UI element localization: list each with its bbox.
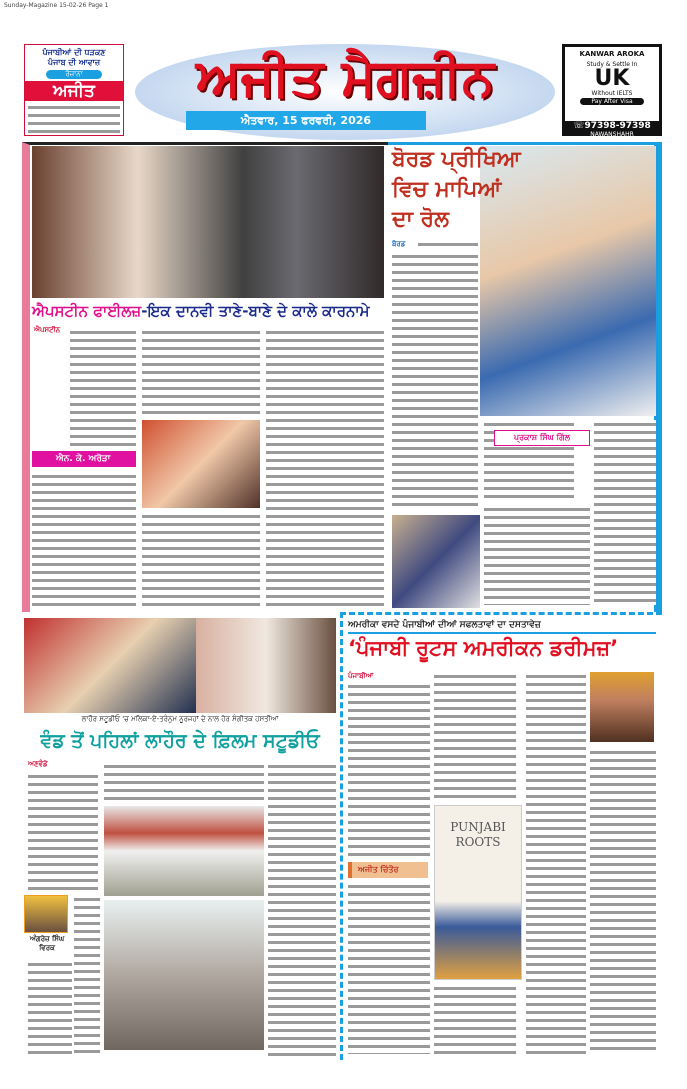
byline-gill: ਪ੍ਰਕਾਸ਼ ਸਿੰਘ ਗਿੱਲ [494,430,590,446]
ad-tag: Study & Settle In [586,61,638,68]
byline-chittaur: ਅਜੀਤ ਚਿੱਤੌਰ [348,862,428,878]
ad-cta: Pay After Visa [580,98,644,105]
story2-exam-photo [392,515,480,608]
story3-photo-building [104,806,264,896]
story3-lead: ਅਣਵੰਡੇ [28,760,48,768]
story1-inset-photo [142,420,260,508]
story3-caption: ਲਾਹੌਰ ਸਟੂਡੀਓ 'ਚ ਮਲਿਕਾ-ਏ-ਤਰੰਨੁਮ ਨੂਰਜਹਾਂ ਦੇ ਨਾਲ ਹੋਰ ਸੰਗੀਤਕ ਹਸਤੀਆਂ [81,715,279,723]
masthead-title: ਅਜੀਤ ਮੈਗਜ਼ੀਨ [195,48,495,108]
story3-photo-poster [24,618,196,713]
ad-brand: KANWAR AROKA [579,50,645,58]
ad-phone: ☏97398-97398 [573,121,651,131]
story2-lead: ਬੋਰਡ [392,240,406,248]
headline-line: ਬੋਰਡ ਪ੍ਰੀਖਿਆ [392,147,521,172]
ad-sub: Without IELTS [591,90,633,97]
story4-headline: ‘ਪੰਜਾਬੀ ਰੂਟਸ ਅਮਰੀਕਨ ਡਰੀਮਜ਼’ [348,636,619,660]
story1-headline [32,302,370,320]
headline-blue: -ਇਕ ਦਾਨਵੀ ਤਾਣੇ-ਬਾਣੇ ਦੇ ਕਾਲੇ ਕਾਰਨਾਮੇ [141,302,370,320]
ear-line2: ਪੰਜਾਬ ਦੀ ਆਵਾਜ਼ [47,58,101,67]
book-cover [434,805,522,980]
story4-lead: ਪੰਜਾਬੀਆਂ [348,672,374,680]
story1-lead: ਐਪਸਟੀਨ [34,326,61,334]
headline-red: ਐਪਸਟੀਨ ਫਾਈਲਜ਼ [32,302,142,320]
story2-headline [392,145,521,235]
story1-photo [32,146,384,298]
story3-photo-ruins [104,900,264,1050]
story1-col1 [70,328,136,446]
book-title: PUNJABI ROOTS [450,820,506,849]
ad-city: NAWANSHAHR [590,131,634,138]
headline-line: ਵਿਚ ਮਾਪਿਆਂ [392,177,502,202]
story3-headline: ਵੰਡ ਤੋਂ ਪਹਿਲਾਂ ਲਾਹੌਰ ਦੇ ਫ਼ਿਲਮ ਸਟੂਡੀਓ [40,730,320,752]
headline-line: ਦਾ ਰੋਲ [392,207,450,232]
slug: Sunday-Magazine 15-02-26 Page 1 [4,2,109,9]
ear-brand: ਅਜੀਤ [25,81,123,101]
story3-photo-group [196,618,336,713]
left-ear [24,44,124,136]
author-photo-chittaur [590,672,654,742]
date-bar: ਐਤਵਾਰ, 15 ਫਰਵਰੀ, 2026 [186,111,426,130]
ad-kanwar-aroka[interactable] [562,44,662,136]
story4-kicker: ਅਮਰੀਕਾ ਵਸਦੇ ਪੰਜਾਬੀਆਂ ਦੀਆਂ ਸਫਲਤਾਵਾਂ ਦਾ ਦਸਤਾਵੇਜ਼ [348,620,656,634]
byline-arora: ਐਨ. ਕੇ. ਅਰੋੜਾ [32,451,136,467]
ear-line1: ਪੰਜਾਬੀਆਂ ਦੀ ਧੜਕਣ [42,48,106,57]
author-photo-virk [24,895,68,933]
byline-virk: ਅੰਗਰੇਜ਼ ਸਿੰਘ ਵਿਰਕ [29,935,65,952]
ad-country: UK [594,66,630,91]
ear-pill: ਰੋਜ਼ਾਨਾ [46,70,102,79]
